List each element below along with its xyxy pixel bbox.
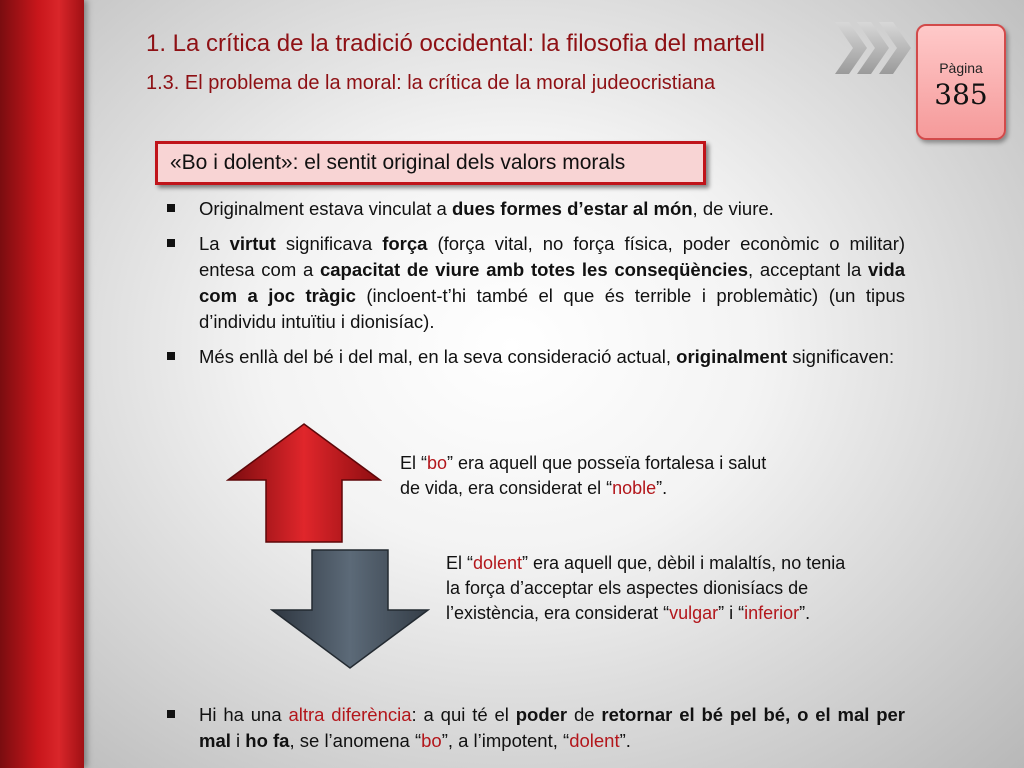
bad-highlight: dolent — [473, 553, 523, 573]
bullet-text: Hi ha una — [199, 704, 289, 725]
good-text: ”. — [656, 478, 668, 498]
bullet-text: , de viure. — [692, 198, 774, 219]
page-label: Pàgina — [939, 60, 983, 76]
bullet-bold-text: vida com a joc tràgic — [199, 259, 906, 306]
good-description — [400, 451, 790, 501]
bullet-item-2 — [167, 231, 905, 335]
bullet-text: Més enllà del bé i del mal, en la seva consideració actual, — [199, 346, 677, 367]
bullet-text: Originalment estava vinculat a — [199, 198, 452, 219]
bullet-bold-text: ho fa — [245, 730, 290, 751]
bullet-text: ”, a l’impotent, “ — [441, 730, 570, 751]
bullet-item-1 — [167, 196, 905, 222]
bad-highlight: vulgar — [669, 603, 719, 623]
good-highlight: bo — [427, 453, 448, 473]
page-title: 1. La crítica de la tradició occidental: la filosofia del martell — [146, 30, 765, 57]
bullet-text: significava — [275, 233, 383, 254]
bad-description — [446, 551, 846, 626]
bullet-bold-text: capacitat de viure amb totes les conseqüències — [319, 259, 749, 280]
bullet-bold-text: originalment — [676, 346, 788, 367]
square-bullet-icon — [167, 204, 175, 212]
bad-text: ” era aquell que, dèbil i malaltís, no tenia la força d’acceptar els aspectes dionisíacs de l’existència, era considerat “ — [446, 553, 846, 623]
page-subtitle: 1.3. El problema de la moral: la crítica de la moral judeocristiana — [146, 72, 716, 94]
square-bullet-icon — [167, 352, 175, 360]
bullet-bold-text: dues formes d’estar al món — [451, 198, 693, 219]
bullet-bold-text: poder — [515, 704, 568, 725]
arrow-up-icon — [226, 422, 382, 544]
bad-highlight: inferior — [744, 603, 800, 623]
left-decorative-bar — [0, 0, 84, 768]
bullet-text: : a qui té el — [411, 704, 516, 725]
good-highlight: noble — [612, 478, 657, 498]
bullet-text: de — [567, 704, 602, 725]
bad-text: El “ — [446, 553, 473, 573]
bad-text: ”. — [799, 603, 811, 623]
bullet-highlight: altra diferència — [288, 704, 412, 725]
bullet-text: (força vital, no força física, poder econòmic o militar) entesa com a — [199, 233, 906, 280]
good-text: El “ — [400, 453, 427, 473]
good-text: ” era aquell que posseïa fortalesa i salut de vida, era considerat el “ — [400, 453, 767, 498]
page-number-badge — [916, 24, 1006, 140]
square-bullet-icon — [167, 710, 175, 718]
arrow-down-icon — [270, 548, 430, 670]
bullet-item-3 — [167, 344, 905, 370]
section-title-box: «Bo i dolent»: el sentit original dels valors morals — [155, 141, 706, 185]
square-bullet-icon — [167, 239, 175, 247]
bullet-text: , acceptant la — [748, 259, 868, 280]
chevrons-right-icon — [835, 22, 915, 74]
bullet-bold-text: força — [382, 233, 428, 254]
bullet-list-bottom — [167, 702, 905, 763]
bullet-bold-text: virtut — [229, 233, 276, 254]
bullet-text: (incloent-t’hi també el que és terrible i problemàtic) (un tipus d’individu intuïtiu i dionisíac). — [199, 285, 905, 332]
bullet-text: i — [230, 730, 246, 751]
bullet-highlight: bo — [421, 730, 442, 751]
bullet-text: , se l’anomena “ — [289, 730, 422, 751]
bullet-text: La — [199, 233, 230, 254]
bullet-item-4 — [167, 702, 905, 754]
bullet-bold-text: retornar el bé pel bé, o el mal per mal — [199, 704, 906, 751]
bullet-list — [167, 196, 905, 379]
bullet-text: significaven: — [787, 346, 895, 367]
page-number: 385 — [934, 78, 988, 111]
bullet-highlight: dolent — [569, 730, 620, 751]
bad-text: ” i “ — [718, 603, 745, 623]
bullet-text: ”. — [619, 730, 631, 751]
